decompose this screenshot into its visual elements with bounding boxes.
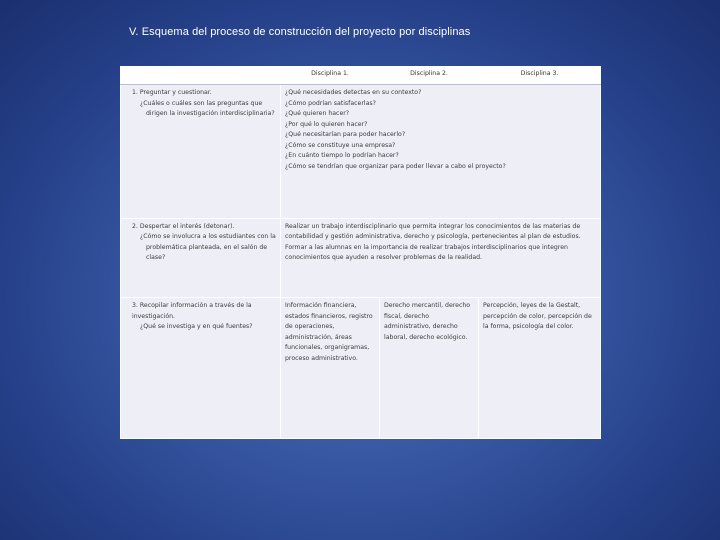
row-content-cell [281,218,601,297]
header-cell-empty [121,67,281,85]
question-item: ¿En cuánto tiempo lo podrían hacer? [285,152,399,160]
header-cell-discipline-1: Disciplina 1. [281,67,380,85]
step-question: ¿Cómo se involucra a los estudiantes con la problemática planteada, en el salón de clase? [140,233,276,262]
row-label-cell [121,85,281,219]
row-content-cell [281,85,601,219]
step-label: 2. Despertar el interés (detonar). [132,222,235,230]
header-cell-discipline-3: Disciplina 3. [479,67,601,85]
slide-title: V. Esquema del proceso de construcción del proyecto por disciplinas [129,26,471,38]
table-row [121,298,601,439]
objective-text: Realizar un trabajo interdisciplinario que permita integrar los conocimientos de las materias de contabilidad y gestión administrativa, derecho y psicología, pertenecientes al plan de estudios. Formar a las alumnas en la importancia de realizar trabajos interdisciplinarios que integren conocimientos que ayuden a resolver problemas de la realidad. [285,222,581,262]
step-question: ¿Qué se investiga y en qué fuentes? [140,323,253,331]
question-item: ¿Qué necesitarían para poder hacerlo? [285,131,406,139]
question-item: ¿Por qué lo quieren hacer? [285,120,368,128]
table-row [121,85,601,219]
question-item: ¿Cómo se constituye una empresa? [285,141,396,149]
question-item: ¿Qué quieren hacer? [285,110,350,118]
discipline-3-cell: Percepción, leyes de la Gestalt, percepción de color, percepción de la forma, psicología del color. [479,298,601,439]
discipline-1-cell: Información financiera, estados financieros, registro de operaciones, administración, áreas funcionales, organigramas, proceso administrativo. [281,298,380,439]
header-cell-discipline-2: Disciplina 2. [380,67,479,85]
step-label: 1. Preguntar y cuestionar. [132,89,212,97]
step-question: ¿Cuáles o cuáles son las preguntas que dirigen la investigación interdisciplinaria? [140,99,275,118]
row-label-cell [121,218,281,297]
row-label-cell [121,298,281,439]
question-item: ¿Qué necesidades detectas en su contexto? [285,89,422,97]
table-row [121,218,601,297]
table-header-row [121,67,601,85]
question-item: ¿Cómo podrían satisfacerlas? [285,99,376,107]
step-label: 3. Recopilar información a través de la investigación. [132,302,252,320]
process-table [120,66,601,439]
question-item: ¿Cómo se tendrían que organizar para poder llevar a cabo el proyecto? [285,162,506,170]
discipline-2-cell: Derecho mercantil, derecho fiscal, derecho administrativo, derecho laboral, derecho ecológico. [380,298,479,439]
